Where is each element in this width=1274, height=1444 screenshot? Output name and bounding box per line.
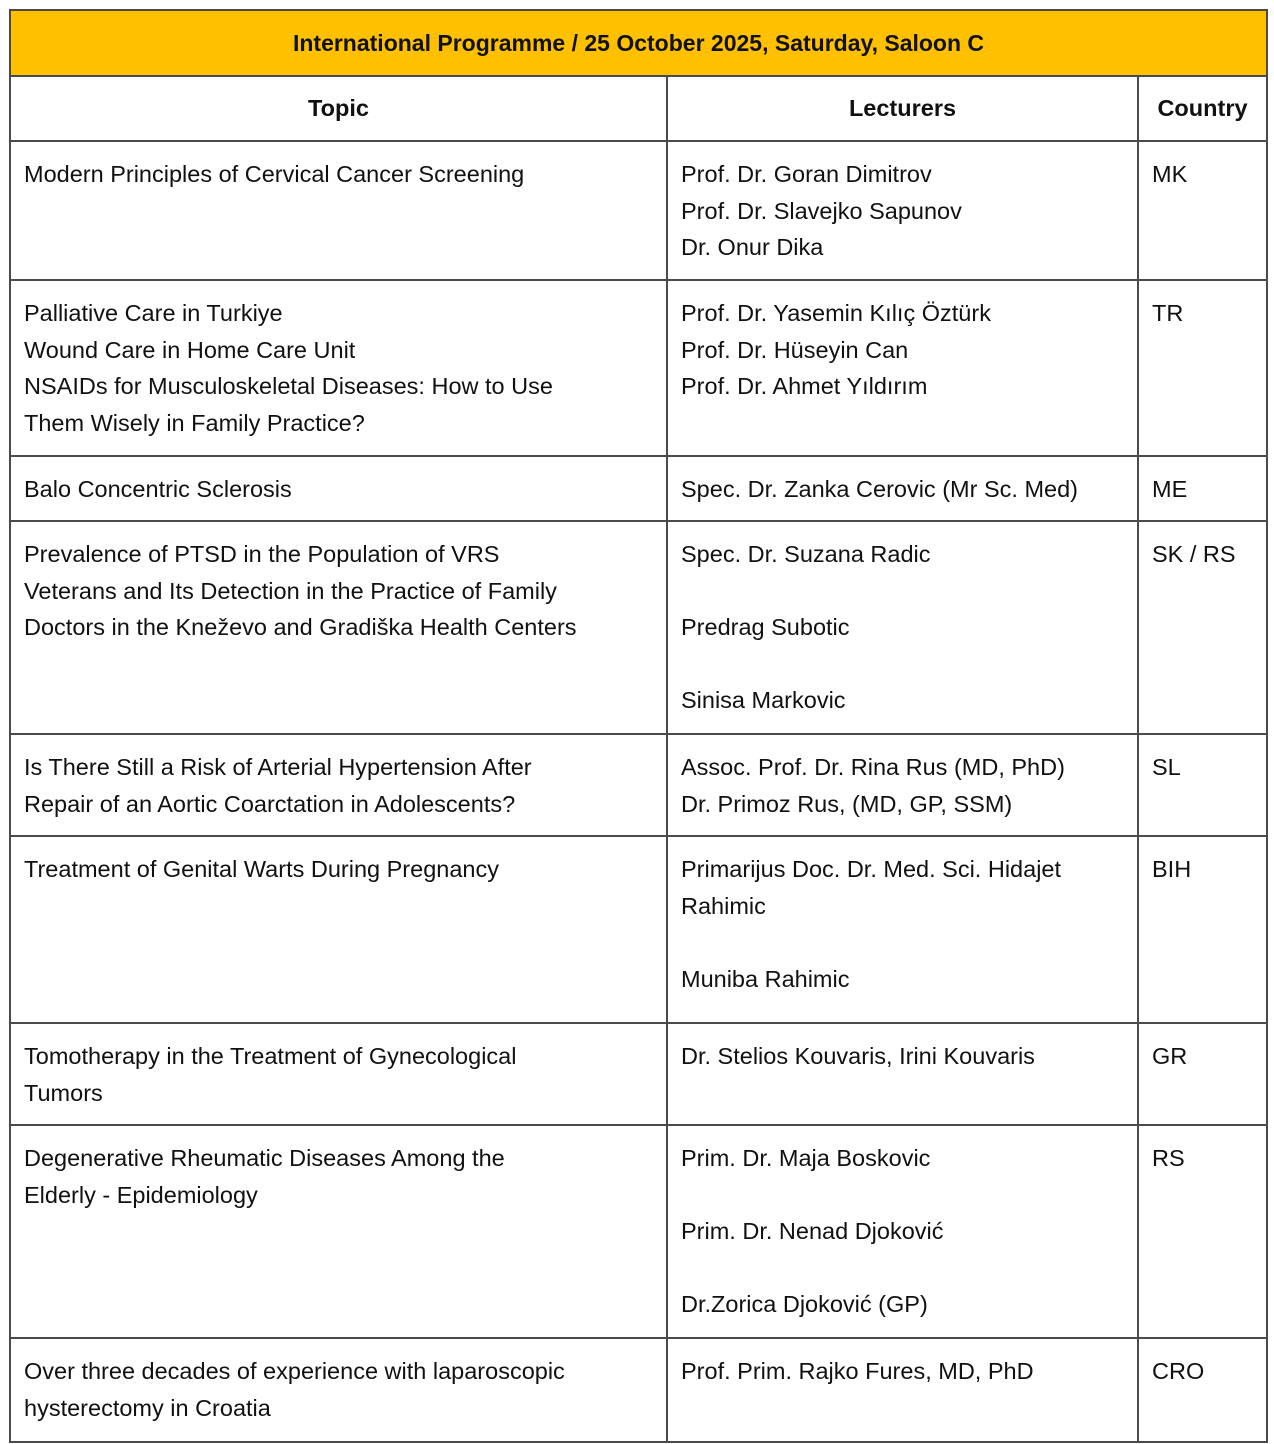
country-cell <box>1139 1339 1266 1441</box>
topic-cell <box>11 457 668 520</box>
topic-line: Treatment of Genital Warts During Pregnancy <box>24 856 499 882</box>
lecturers-line <box>681 573 1124 610</box>
country-code: SK / RS <box>1152 541 1236 567</box>
country-cell <box>1139 735 1266 835</box>
topic-line: Is There Still a Risk of Arterial Hypertension After <box>24 754 532 780</box>
topic-line: Over three decades of experience with laparoscopic <box>24 1358 565 1384</box>
topic-line: Elderly - Epidemiology <box>24 1181 258 1208</box>
country-cell <box>1139 837 1266 1022</box>
topic-cell <box>11 522 668 733</box>
lecturers-line <box>681 1177 1124 1214</box>
lecturers-line: Spec. Dr. Zanka Cerovic (Mr Sc. Med) <box>681 476 1078 502</box>
topic-cell <box>11 1126 668 1337</box>
topic-line: Veterans and Its Detection in the Practice of Family <box>24 577 557 604</box>
lecturers-cell <box>668 837 1139 1022</box>
table-row <box>11 735 1266 837</box>
topic-cell <box>11 1024 668 1124</box>
column-header-country: Country <box>1157 95 1248 122</box>
lecturers-line: Dr. Onur Dika <box>681 234 824 260</box>
lecturers-line: Spec. Dr. Suzana Radic <box>681 541 931 567</box>
column-header-topic: Topic <box>11 77 668 140</box>
table-row <box>11 1339 1266 1441</box>
topic-line: Repair of an Aortic Coarctation in Adolescents? <box>24 790 516 817</box>
lecturers-line: Prof. Dr. Yasemin Kılıç Öztürk <box>681 300 991 326</box>
topic-cell <box>11 1339 668 1441</box>
lecturers-line: Prof. Prim. Rajko Fures, MD, PhD <box>681 1358 1034 1384</box>
topic-line: Balo Concentric Sclerosis <box>24 476 292 502</box>
country-code: SL <box>1152 754 1181 780</box>
lecturers-line: Prim. Dr. Maja Boskovic <box>681 1145 931 1171</box>
topic-line: Them Wisely in Family Practice? <box>24 409 365 436</box>
country-code: TR <box>1152 300 1184 326</box>
lecturers-line: Sinisa Markovic <box>681 687 846 713</box>
country-cell <box>1139 142 1266 279</box>
topic-line: NSAIDs for Musculoskeletal Diseases: How to Use <box>24 373 553 399</box>
topic-cell <box>11 281 668 455</box>
country-cell <box>1139 457 1266 520</box>
lecturers-cell <box>668 142 1139 279</box>
lecturers-cell <box>668 1126 1139 1337</box>
table-row <box>11 1024 1266 1126</box>
topic-line: Prevalence of PTSD in the Population of VRS <box>24 541 500 567</box>
country-cell <box>1139 1024 1266 1124</box>
table-row <box>11 142 1266 281</box>
lecturers-line: Dr. Primoz Rus, (MD, GP, SSM) <box>681 790 1013 817</box>
table-row <box>11 522 1266 735</box>
lecturers-cell <box>668 281 1139 455</box>
topic-cell <box>11 735 668 835</box>
table-row <box>11 457 1266 522</box>
lecturers-cell <box>668 1024 1139 1124</box>
topic-line: Modern Principles of Cervical Cancer Screening <box>24 161 525 187</box>
programme-title: International Programme / 25 October 2025, Saturday, Saloon C <box>11 11 1266 77</box>
lecturers-line: Dr. Stelios Kouvaris, Irini Kouvaris <box>681 1043 1035 1069</box>
country-code: CRO <box>1152 1358 1205 1384</box>
column-header-lecturers: Lecturers <box>668 77 1139 140</box>
country-code: RS <box>1152 1145 1185 1171</box>
topic-line: Tumors <box>24 1079 103 1106</box>
country-cell <box>1139 281 1266 455</box>
country-code: GR <box>1152 1043 1188 1069</box>
lecturers-cell <box>668 1339 1139 1441</box>
column-header-row <box>11 77 1266 142</box>
country-cell <box>1139 522 1266 733</box>
lecturers-cell <box>668 457 1139 520</box>
lecturers-line <box>681 646 1124 683</box>
lecturers-line: Rahimic <box>681 892 766 919</box>
lecturers-line: Prof. Dr. Hüseyin Can <box>681 336 909 363</box>
topic-line: hysterectomy in Croatia <box>24 1394 271 1421</box>
lecturers-line: Prim. Dr. Nenad Djoković <box>681 1218 944 1244</box>
lecturers-line <box>681 1250 1124 1287</box>
lecturers-line: Primarijus Doc. Dr. Med. Sci. Hidajet <box>681 856 1062 882</box>
topic-line: Doctors in the Kneževo and Gradiška Health Centers <box>24 614 577 640</box>
table-row <box>11 1126 1266 1339</box>
lecturers-line <box>681 924 1124 961</box>
topic-cell <box>11 837 668 1022</box>
lecturers-line: Prof. Dr. Ahmet Yıldırım <box>681 373 928 399</box>
topic-line: Degenerative Rheumatic Diseases Among the <box>24 1145 505 1171</box>
table-row <box>11 281 1266 457</box>
lecturers-line: Assoc. Prof. Dr. Rina Rus (MD, PhD) <box>681 754 1065 780</box>
programme-table <box>9 9 1268 1443</box>
table-row <box>11 837 1266 1024</box>
country-cell <box>1139 1126 1266 1337</box>
country-code: ME <box>1152 476 1188 502</box>
lecturers-line: Muniba Rahimic <box>681 965 850 992</box>
lecturers-cell <box>668 735 1139 835</box>
topic-cell <box>11 142 668 279</box>
country-code: MK <box>1152 161 1188 187</box>
topic-line: Tomotherapy in the Treatment of Gynecological <box>24 1043 517 1069</box>
lecturers-line: Prof. Dr. Goran Dimitrov <box>681 161 932 187</box>
lecturers-cell <box>668 522 1139 733</box>
lecturers-line: Predrag Subotic <box>681 614 850 640</box>
lecturers-line: Dr.Zorica Djoković (GP) <box>681 1291 928 1317</box>
topic-line: Wound Care in Home Care Unit <box>24 336 356 363</box>
topic-line: Palliative Care in Turkiye <box>24 300 283 326</box>
table-body <box>11 142 1266 1441</box>
country-code: BIH <box>1152 856 1192 882</box>
lecturers-line: Prof. Dr. Slavejko Sapunov <box>681 197 962 224</box>
